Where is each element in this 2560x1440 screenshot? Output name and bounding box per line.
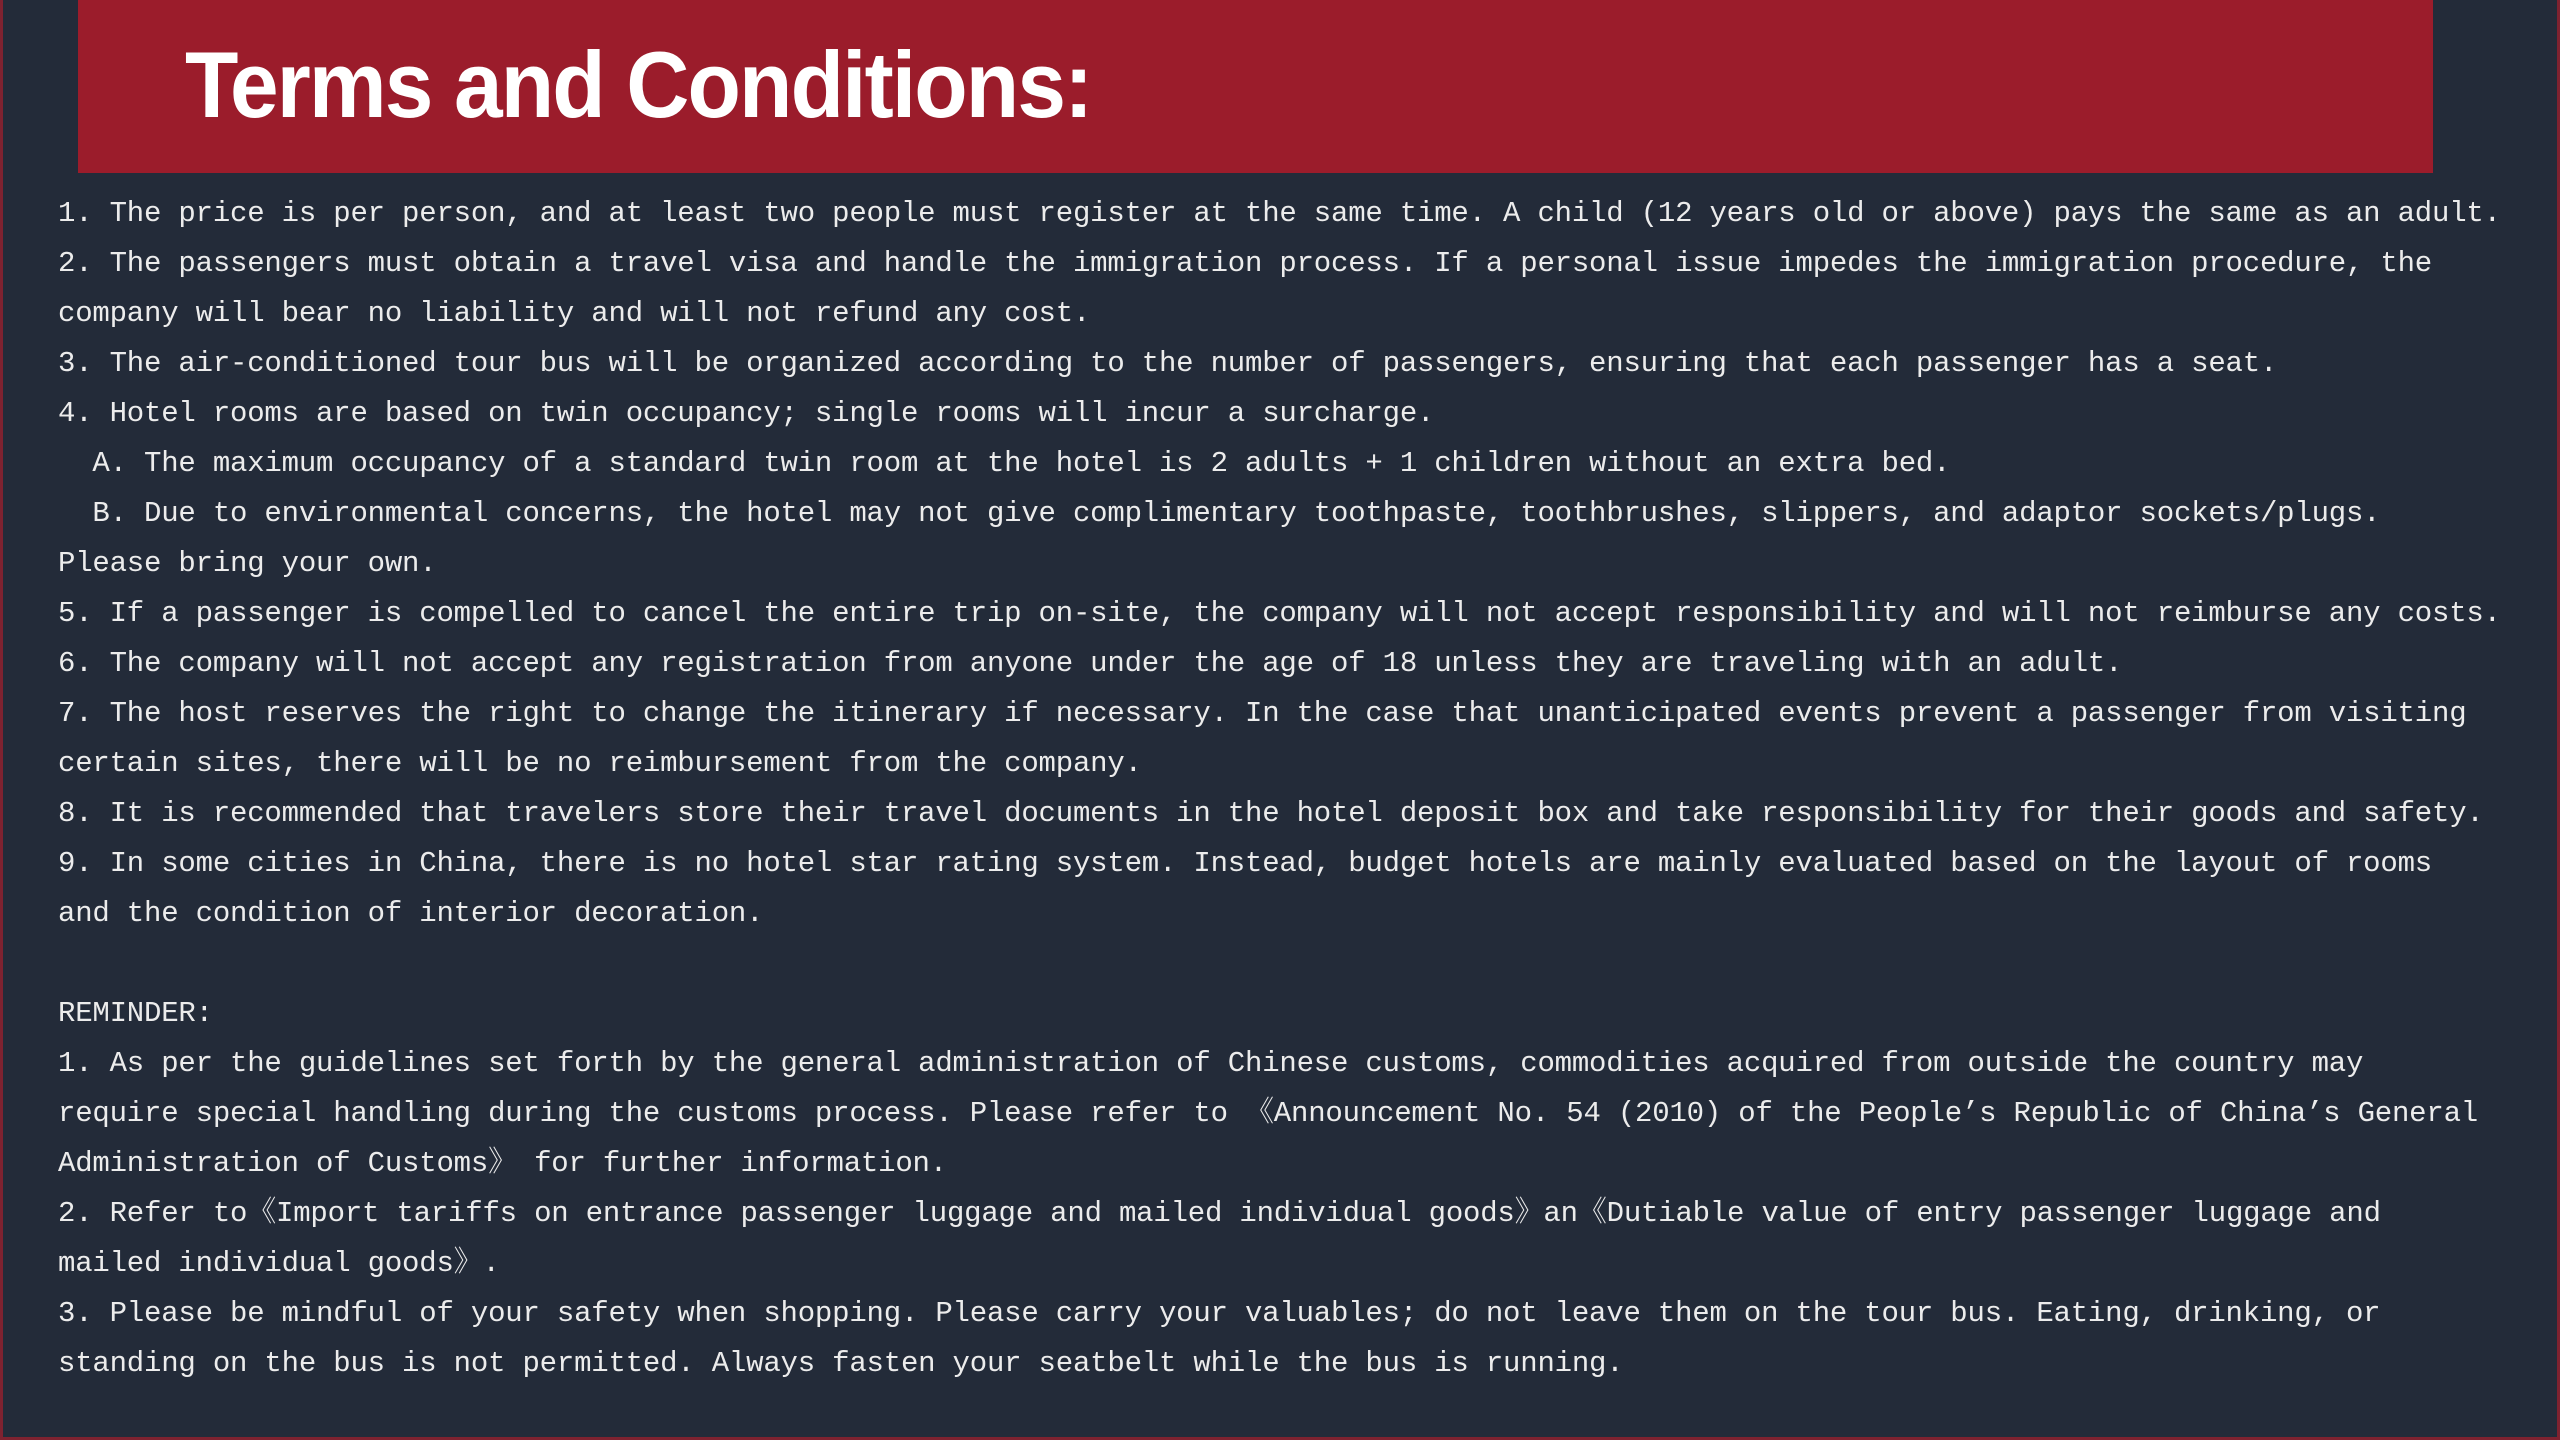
terms-line: 9. In some cities in China, there is no hotel star rating system. Instead, budget hotels are mainly evaluated based on the layout of rooms xyxy=(58,847,2432,880)
terms-line: 4. Hotel rooms are based on twin occupancy; single rooms will incur a surcharge. xyxy=(58,397,1435,430)
title-banner xyxy=(78,0,2433,173)
reminder-line: 2. Refer to《Import tariffs on entrance passenger luggage and mailed individual goods》an《Dutiable value of entry passenger luggage and xyxy=(58,1197,2381,1230)
terms-content xyxy=(58,189,2558,1389)
reminder-line: 3. Please be mindful of your safety when shopping. Please carry your valuables; do not leave them on the tour bus. Eating, drinking, or xyxy=(58,1297,2381,1330)
reminder-heading: REMINDER: xyxy=(58,997,213,1030)
terms-line: and the condition of interior decoration. xyxy=(58,897,764,930)
reminder-line: require special handling during the customs process. Please refer to 《Announcement No. 54 (2010) of the People’s Republic of China’s General xyxy=(58,1097,2478,1130)
terms-line: 8. It is recommended that travelers store their travel documents in the hotel deposit box and take responsibility for their goods and safety. xyxy=(58,797,2484,830)
terms-line: company will bear no liability and will not refund any cost. xyxy=(58,297,1091,330)
blank-line xyxy=(58,939,2558,989)
terms-subitem-a: A. The maximum occupancy of a standard twin room at the hotel is 2 adults + 1 children without an extra bed. xyxy=(58,447,1951,480)
terms-line: 2. The passengers must obtain a travel visa and handle the immigration process. If a personal issue impedes the immigration procedure, the xyxy=(58,247,2432,280)
terms-line: 1. The price is per person, and at least two people must register at the same time. A child (12 years old or above) pays the same as an adult. xyxy=(58,197,2501,230)
reminder-line: Administration of Customs》 for further information. xyxy=(58,1147,947,1180)
terms-line: 3. The air-conditioned tour bus will be organized according to the number of passengers, ensuring that each passenger has a seat. xyxy=(58,347,2278,380)
terms-line: 5. If a passenger is compelled to cancel the entire trip on-site, the company will not accept responsibility and will not reimburse any costs. xyxy=(58,597,2501,630)
terms-line: certain sites, there will be no reimbursement from the company. xyxy=(58,747,1142,780)
reminder-line: standing on the bus is not permitted. Always fasten your seatbelt while the bus is running. xyxy=(58,1347,1624,1380)
reminder-line: mailed individual goods》. xyxy=(58,1247,500,1280)
reminder-line: 1. As per the guidelines set forth by the general administration of Chinese customs, commodities acquired from outside the country may xyxy=(58,1047,2364,1080)
terms-line: 6. The company will not accept any registration from anyone under the age of 18 unless they are traveling with an adult. xyxy=(58,647,2123,680)
terms-subitem-b: B. Due to environmental concerns, the hotel may not give complimentary toothpaste, toothbrushes, slippers, and adaptor sockets/plugs. xyxy=(58,497,2381,530)
page-title: Terms and Conditions: xyxy=(184,32,1092,137)
terms-line: Please bring your own. xyxy=(58,547,437,580)
terms-line: 7. The host reserves the right to change the itinerary if necessary. In the case that unanticipated events prevent a passenger from visiting xyxy=(58,697,2467,730)
